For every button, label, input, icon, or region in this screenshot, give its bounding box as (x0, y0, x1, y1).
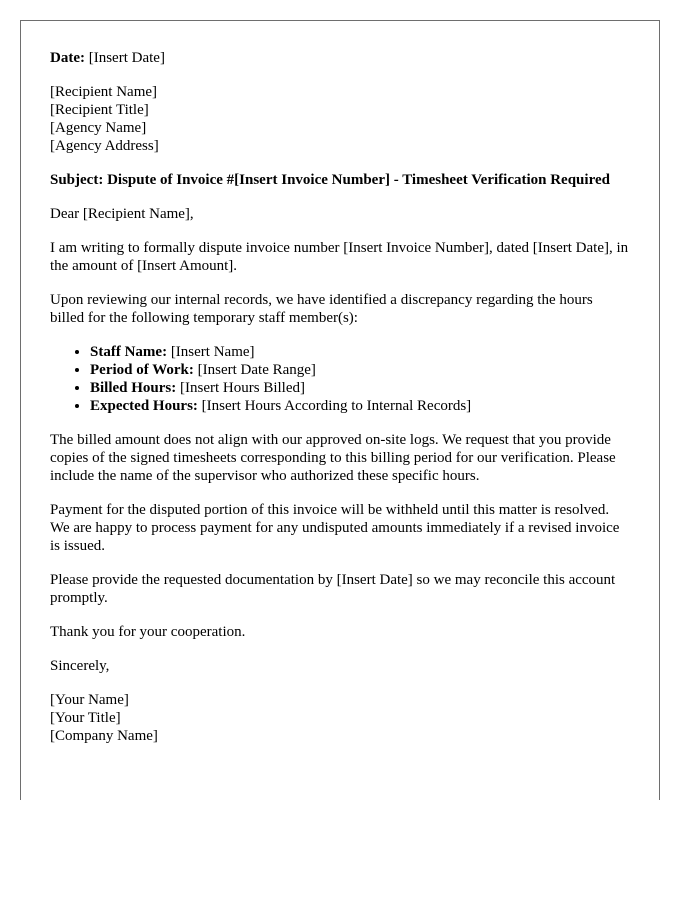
staff-name-label: Staff Name: (90, 344, 168, 360)
list-item (90, 361, 630, 379)
staff-details-list (50, 343, 630, 415)
agency-address: [Agency Address] (50, 138, 159, 154)
period-of-work-value: [Insert Date Range] (197, 362, 316, 378)
salutation: Dear [Recipient Name], (50, 206, 194, 222)
review-paragraph: Upon reviewing our internal records, we have identified a discrepancy regarding the hours billed for the following temporary staff member(s): (50, 292, 593, 326)
list-item (90, 397, 630, 415)
list-item (90, 343, 630, 361)
date-line (50, 49, 630, 67)
sender-company: [Company Name] (50, 728, 158, 744)
recipient-name: [Recipient Name] (50, 84, 158, 100)
thanks-line: Thank you for your cooperation. (50, 624, 246, 640)
billed-hours-label: Billed Hours: (90, 380, 177, 396)
request-paragraph: The billed amount does not align with our approved on-site logs. We request that you provide copies of the signed timesheets corresponding to this billing period for our verification. Please include the name of the supervisor who authorized these specific hours. (50, 432, 616, 484)
payment-paragraph: Payment for the disputed portion of this invoice will be withheld until this matter is resolved. We are happy to process payment for any undisputed amounts immediately if a revised invoice is issued. (50, 502, 620, 554)
date-label: Date: (50, 50, 85, 66)
agency-name: [Agency Name] (50, 120, 147, 136)
recipient-title: [Recipient Title] (50, 102, 149, 118)
date-value: [Insert Date] (88, 50, 165, 66)
recipient-block (50, 83, 630, 155)
intro-paragraph: I am writing to formally dispute invoice number [Insert Invoice Number], dated [Insert Date], in the amount of [Insert Amount]. (50, 240, 629, 274)
billed-hours-value: [Insert Hours Billed] (180, 380, 305, 396)
subject-line: Subject: Dispute of Invoice #[Insert Invoice Number] - Timesheet Verification Required (50, 172, 610, 188)
sender-title: [Your Title] (50, 710, 121, 726)
sender-name: [Your Name] (50, 692, 129, 708)
signature-block (50, 691, 630, 745)
deadline-paragraph: Please provide the requested documentation by [Insert Date] so we may reconcile this account promptly. (50, 572, 616, 606)
expected-hours-label: Expected Hours: (90, 398, 198, 414)
closing-line: Sincerely, (50, 658, 110, 674)
staff-name-value: [Insert Name] (170, 344, 255, 360)
letter-page (20, 20, 660, 800)
expected-hours-value: [Insert Hours According to Internal Records] (201, 398, 472, 414)
list-item (90, 379, 630, 397)
period-of-work-label: Period of Work: (90, 362, 194, 378)
